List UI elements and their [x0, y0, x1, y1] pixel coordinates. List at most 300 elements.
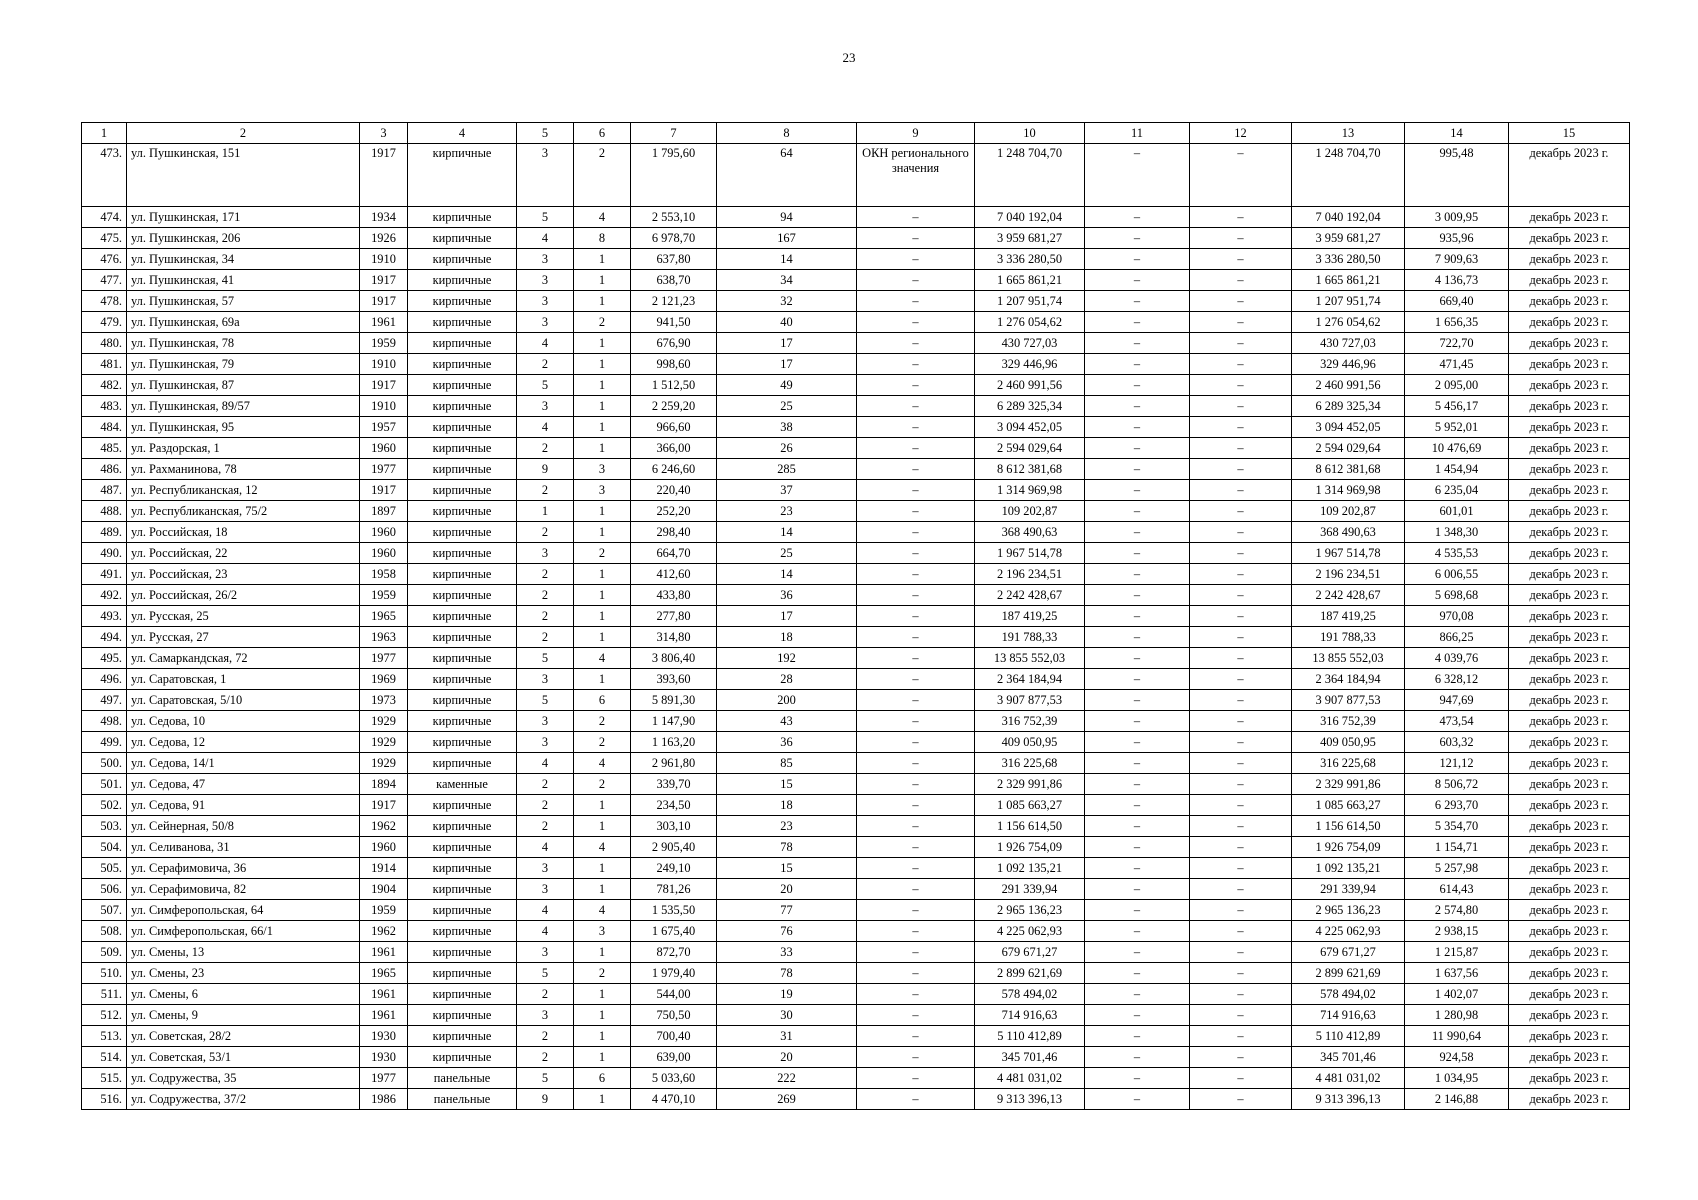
cell-fund-col-12: – [1190, 480, 1292, 501]
cell-cost-total: 8 612 381,68 [975, 459, 1085, 480]
cell-heritage-status: – [857, 732, 975, 753]
cell-heritage-status: – [857, 480, 975, 501]
cell-cost-owners: 187 419,25 [1292, 606, 1405, 627]
cell-fund-col-12: – [1190, 753, 1292, 774]
cell-row-number: 511. [82, 984, 127, 1005]
cell-floors: 3 [517, 396, 574, 417]
cell-residents: 37 [717, 480, 857, 501]
cell-residents: 20 [717, 1047, 857, 1068]
cell-address: ул. Советская, 53/1 [127, 1047, 360, 1068]
cell-area: 676,90 [631, 333, 717, 354]
cell-fund-col-12: – [1190, 459, 1292, 480]
cell-fund-col-12: – [1190, 690, 1292, 711]
cell-fund-col-12: – [1190, 144, 1292, 207]
cell-cost-owners: 6 289 325,34 [1292, 396, 1405, 417]
cell-row-number: 502. [82, 795, 127, 816]
cell-cost-total: 368 490,63 [975, 522, 1085, 543]
cell-cost-per-m2: 121,12 [1405, 753, 1509, 774]
housing-register-table [81, 122, 1630, 1110]
cell-heritage-status: – [857, 711, 975, 732]
cell-residents: 76 [717, 921, 857, 942]
cell-area: 2 259,20 [631, 396, 717, 417]
cell-wall-material: кирпичные [408, 438, 517, 459]
cell-year-built: 1959 [360, 900, 408, 921]
table-row [82, 816, 1630, 837]
cell-completion-date: декабрь 2023 г. [1509, 543, 1630, 564]
cell-address: ул. Российская, 18 [127, 522, 360, 543]
cell-fund-col-11: – [1085, 270, 1190, 291]
cell-residents: 15 [717, 774, 857, 795]
cell-fund-col-11: – [1085, 333, 1190, 354]
cell-cost-owners: 714 916,63 [1292, 1005, 1405, 1026]
cell-fund-col-11: – [1085, 228, 1190, 249]
cell-floors: 2 [517, 606, 574, 627]
cell-address: ул. Смены, 6 [127, 984, 360, 1005]
cell-entrances: 1 [574, 438, 631, 459]
cell-fund-col-12: – [1190, 564, 1292, 585]
cell-year-built: 1910 [360, 354, 408, 375]
cell-cost-owners: 2 196 234,51 [1292, 564, 1405, 585]
cell-row-number: 475. [82, 228, 127, 249]
cell-residents: 49 [717, 375, 857, 396]
cell-residents: 64 [717, 144, 857, 207]
cell-row-number: 504. [82, 837, 127, 858]
cell-cost-total: 1 967 514,78 [975, 543, 1085, 564]
cell-cost-per-m2: 866,25 [1405, 627, 1509, 648]
cell-cost-per-m2: 1 656,35 [1405, 312, 1509, 333]
cell-fund-col-11: – [1085, 207, 1190, 228]
cell-row-number: 480. [82, 333, 127, 354]
cell-heritage-status: – [857, 543, 975, 564]
table-row [82, 774, 1630, 795]
cell-cost-owners: 329 446,96 [1292, 354, 1405, 375]
cell-cost-owners: 8 612 381,68 [1292, 459, 1405, 480]
table-row [82, 459, 1630, 480]
cell-heritage-status: – [857, 1068, 975, 1089]
cell-floors: 4 [517, 900, 574, 921]
cell-heritage-status: – [857, 1005, 975, 1026]
cell-cost-owners: 291 339,94 [1292, 879, 1405, 900]
cell-year-built: 1977 [360, 1068, 408, 1089]
cell-entrances: 2 [574, 543, 631, 564]
cell-area: 5 891,30 [631, 690, 717, 711]
cell-cost-per-m2: 5 257,98 [1405, 858, 1509, 879]
table-row [82, 564, 1630, 585]
cell-floors: 5 [517, 690, 574, 711]
cell-floors: 1 [517, 501, 574, 522]
cell-address: ул. Симферопольская, 64 [127, 900, 360, 921]
cell-fund-col-11: – [1085, 249, 1190, 270]
cell-heritage-status: – [857, 207, 975, 228]
cell-area: 638,70 [631, 270, 717, 291]
cell-floors: 5 [517, 648, 574, 669]
cell-completion-date: декабрь 2023 г. [1509, 522, 1630, 543]
cell-fund-col-12: – [1190, 984, 1292, 1005]
cell-cost-total: 1 207 951,74 [975, 291, 1085, 312]
cell-floors: 2 [517, 1026, 574, 1047]
cell-year-built: 1969 [360, 669, 408, 690]
cell-completion-date: декабрь 2023 г. [1509, 1047, 1630, 1068]
cell-row-number: 494. [82, 627, 127, 648]
cell-cost-owners: 1 085 663,27 [1292, 795, 1405, 816]
table-row [82, 858, 1630, 879]
cell-heritage-status: – [857, 900, 975, 921]
cell-address: ул. Саратовская, 5/10 [127, 690, 360, 711]
cell-heritage-status: – [857, 774, 975, 795]
cell-residents: 85 [717, 753, 857, 774]
cell-wall-material: кирпичные [408, 480, 517, 501]
cell-cost-per-m2: 2 938,15 [1405, 921, 1509, 942]
cell-year-built: 1961 [360, 312, 408, 333]
cell-fund-col-12: – [1190, 942, 1292, 963]
cell-fund-col-11: – [1085, 543, 1190, 564]
cell-cost-per-m2: 5 952,01 [1405, 417, 1509, 438]
cell-address: ул. Российская, 23 [127, 564, 360, 585]
table-row [82, 354, 1630, 375]
cell-entrances: 1 [574, 984, 631, 1005]
cell-year-built: 1962 [360, 921, 408, 942]
cell-wall-material: кирпичные [408, 858, 517, 879]
cell-entrances: 8 [574, 228, 631, 249]
cell-fund-col-11: – [1085, 522, 1190, 543]
cell-cost-owners: 430 727,03 [1292, 333, 1405, 354]
cell-floors: 4 [517, 417, 574, 438]
cell-cost-owners: 578 494,02 [1292, 984, 1405, 1005]
cell-completion-date: декабрь 2023 г. [1509, 1026, 1630, 1047]
cell-completion-date: декабрь 2023 г. [1509, 312, 1630, 333]
cell-completion-date: декабрь 2023 г. [1509, 564, 1630, 585]
cell-fund-col-11: – [1085, 963, 1190, 984]
cell-floors: 3 [517, 942, 574, 963]
cell-year-built: 1960 [360, 837, 408, 858]
cell-cost-per-m2: 6 293,70 [1405, 795, 1509, 816]
cell-wall-material: кирпичные [408, 459, 517, 480]
cell-row-number: 513. [82, 1026, 127, 1047]
cell-entrances: 1 [574, 291, 631, 312]
cell-wall-material: кирпичные [408, 207, 517, 228]
cell-area: 249,10 [631, 858, 717, 879]
cell-heritage-status: – [857, 1089, 975, 1110]
cell-cost-owners: 9 313 396,13 [1292, 1089, 1405, 1110]
cell-residents: 36 [717, 585, 857, 606]
cell-fund-col-11: – [1085, 984, 1190, 1005]
cell-address: ул. Российская, 22 [127, 543, 360, 564]
cell-residents: 15 [717, 858, 857, 879]
cell-cost-per-m2: 4 136,73 [1405, 270, 1509, 291]
cell-area: 872,70 [631, 942, 717, 963]
cell-wall-material: кирпичные [408, 900, 517, 921]
cell-fund-col-12: – [1190, 900, 1292, 921]
table-row [82, 984, 1630, 1005]
cell-area: 2 121,23 [631, 291, 717, 312]
cell-floors: 4 [517, 921, 574, 942]
cell-cost-total: 3 959 681,27 [975, 228, 1085, 249]
cell-address: ул. Селиванова, 31 [127, 837, 360, 858]
cell-fund-col-11: – [1085, 1026, 1190, 1047]
cell-completion-date: декабрь 2023 г. [1509, 837, 1630, 858]
cell-heritage-status: – [857, 753, 975, 774]
cell-completion-date: декабрь 2023 г. [1509, 354, 1630, 375]
cell-fund-col-12: – [1190, 1047, 1292, 1068]
cell-residents: 14 [717, 522, 857, 543]
cell-wall-material: кирпичные [408, 354, 517, 375]
cell-floors: 9 [517, 1089, 574, 1110]
cell-row-number: 496. [82, 669, 127, 690]
table-row [82, 585, 1630, 606]
table-row [82, 669, 1630, 690]
table-row [82, 270, 1630, 291]
cell-floors: 2 [517, 795, 574, 816]
cell-cost-total: 2 364 184,94 [975, 669, 1085, 690]
cell-completion-date: декабрь 2023 г. [1509, 1068, 1630, 1089]
cell-cost-owners: 5 110 412,89 [1292, 1026, 1405, 1047]
table-row [82, 291, 1630, 312]
cell-wall-material: кирпичные [408, 291, 517, 312]
cell-floors: 2 [517, 774, 574, 795]
cell-cost-owners: 2 329 991,86 [1292, 774, 1405, 795]
cell-residents: 285 [717, 459, 857, 480]
cell-cost-total: 1 314 969,98 [975, 480, 1085, 501]
cell-entrances: 1 [574, 669, 631, 690]
cell-fund-col-12: – [1190, 375, 1292, 396]
cell-completion-date: декабрь 2023 г. [1509, 1089, 1630, 1110]
cell-cost-owners: 2 242 428,67 [1292, 585, 1405, 606]
cell-row-number: 503. [82, 816, 127, 837]
cell-fund-col-11: – [1085, 669, 1190, 690]
cell-fund-col-11: – [1085, 816, 1190, 837]
cell-fund-col-11: – [1085, 774, 1190, 795]
cell-row-number: 492. [82, 585, 127, 606]
cell-floors: 3 [517, 858, 574, 879]
cell-wall-material: кирпичные [408, 564, 517, 585]
table-row [82, 606, 1630, 627]
cell-row-number: 486. [82, 459, 127, 480]
cell-row-number: 501. [82, 774, 127, 795]
cell-floors: 2 [517, 438, 574, 459]
cell-cost-owners: 2 899 621,69 [1292, 963, 1405, 984]
cell-fund-col-11: – [1085, 879, 1190, 900]
cell-heritage-status: – [857, 228, 975, 249]
cell-heritage-status: – [857, 438, 975, 459]
cell-completion-date: декабрь 2023 г. [1509, 690, 1630, 711]
cell-fund-col-11: – [1085, 1068, 1190, 1089]
cell-fund-col-11: – [1085, 606, 1190, 627]
cell-fund-col-12: – [1190, 522, 1292, 543]
cell-cost-total: 9 313 396,13 [975, 1089, 1085, 1110]
cell-cost-per-m2: 471,45 [1405, 354, 1509, 375]
cell-completion-date: декабрь 2023 г. [1509, 375, 1630, 396]
cell-entrances: 2 [574, 711, 631, 732]
cell-entrances: 4 [574, 900, 631, 921]
cell-cost-per-m2: 1 454,94 [1405, 459, 1509, 480]
cell-cost-owners: 3 336 280,50 [1292, 249, 1405, 270]
cell-entrances: 1 [574, 522, 631, 543]
column-header: 1 [82, 123, 127, 144]
cell-row-number: 487. [82, 480, 127, 501]
cell-completion-date: декабрь 2023 г. [1509, 459, 1630, 480]
cell-fund-col-12: – [1190, 732, 1292, 753]
cell-residents: 94 [717, 207, 857, 228]
cell-entrances: 6 [574, 690, 631, 711]
cell-wall-material: кирпичные [408, 711, 517, 732]
cell-cost-owners: 1 156 614,50 [1292, 816, 1405, 837]
cell-fund-col-12: – [1190, 312, 1292, 333]
cell-row-number: 477. [82, 270, 127, 291]
cell-cost-total: 578 494,02 [975, 984, 1085, 1005]
table-row [82, 522, 1630, 543]
cell-wall-material: кирпичные [408, 375, 517, 396]
cell-entrances: 4 [574, 207, 631, 228]
cell-row-number: 491. [82, 564, 127, 585]
cell-row-number: 479. [82, 312, 127, 333]
cell-entrances: 1 [574, 879, 631, 900]
cell-heritage-status: – [857, 354, 975, 375]
cell-heritage-status: – [857, 501, 975, 522]
cell-cost-per-m2: 1 637,56 [1405, 963, 1509, 984]
cell-year-built: 1977 [360, 459, 408, 480]
cell-cost-owners: 679 671,27 [1292, 942, 1405, 963]
cell-entrances: 1 [574, 795, 631, 816]
cell-heritage-status: – [857, 669, 975, 690]
cell-row-number: 498. [82, 711, 127, 732]
cell-year-built: 1897 [360, 501, 408, 522]
cell-year-built: 1929 [360, 711, 408, 732]
cell-year-built: 1917 [360, 375, 408, 396]
cell-fund-col-11: – [1085, 1005, 1190, 1026]
cell-fund-col-12: – [1190, 711, 1292, 732]
cell-address: ул. Серафимовича, 36 [127, 858, 360, 879]
cell-completion-date: декабрь 2023 г. [1509, 417, 1630, 438]
cell-cost-total: 1 665 861,21 [975, 270, 1085, 291]
cell-entrances: 4 [574, 753, 631, 774]
cell-completion-date: декабрь 2023 г. [1509, 942, 1630, 963]
cell-completion-date: декабрь 2023 г. [1509, 627, 1630, 648]
cell-cost-owners: 3 907 877,53 [1292, 690, 1405, 711]
cell-area: 4 470,10 [631, 1089, 717, 1110]
cell-fund-col-12: – [1190, 333, 1292, 354]
cell-cost-per-m2: 669,40 [1405, 291, 1509, 312]
cell-floors: 3 [517, 543, 574, 564]
cell-area: 1 512,50 [631, 375, 717, 396]
cell-area: 781,26 [631, 879, 717, 900]
cell-year-built: 1961 [360, 942, 408, 963]
cell-wall-material: кирпичные [408, 837, 517, 858]
cell-cost-total: 1 276 054,62 [975, 312, 1085, 333]
cell-area: 1 795,60 [631, 144, 717, 207]
cell-floors: 3 [517, 669, 574, 690]
cell-floors: 5 [517, 1068, 574, 1089]
cell-year-built: 1917 [360, 480, 408, 501]
cell-floors: 3 [517, 270, 574, 291]
cell-area: 339,70 [631, 774, 717, 795]
cell-cost-total: 2 594 029,64 [975, 438, 1085, 459]
cell-wall-material: кирпичные [408, 669, 517, 690]
table-row [82, 648, 1630, 669]
cell-row-number: 488. [82, 501, 127, 522]
cell-cost-total: 430 727,03 [975, 333, 1085, 354]
cell-cost-total: 7 040 192,04 [975, 207, 1085, 228]
cell-heritage-status: – [857, 837, 975, 858]
table-row [82, 732, 1630, 753]
cell-completion-date: декабрь 2023 г. [1509, 207, 1630, 228]
cell-entrances: 1 [574, 375, 631, 396]
cell-wall-material: кирпичные [408, 1026, 517, 1047]
housing-register-table-container [81, 122, 1630, 1110]
cell-completion-date: декабрь 2023 г. [1509, 921, 1630, 942]
cell-fund-col-12: – [1190, 354, 1292, 375]
cell-cost-per-m2: 7 909,63 [1405, 249, 1509, 270]
cell-residents: 19 [717, 984, 857, 1005]
cell-cost-per-m2: 970,08 [1405, 606, 1509, 627]
cell-entrances: 1 [574, 249, 631, 270]
cell-completion-date: декабрь 2023 г. [1509, 270, 1630, 291]
column-header: 14 [1405, 123, 1509, 144]
cell-fund-col-11: – [1085, 144, 1190, 207]
cell-completion-date: декабрь 2023 г. [1509, 753, 1630, 774]
cell-year-built: 1917 [360, 795, 408, 816]
cell-row-number: 509. [82, 942, 127, 963]
cell-cost-per-m2: 473,54 [1405, 711, 1509, 732]
column-header: 7 [631, 123, 717, 144]
column-header: 2 [127, 123, 360, 144]
cell-cost-total: 291 339,94 [975, 879, 1085, 900]
cell-year-built: 1973 [360, 690, 408, 711]
cell-residents: 222 [717, 1068, 857, 1089]
cell-entrances: 1 [574, 1047, 631, 1068]
cell-area: 303,10 [631, 816, 717, 837]
table-row [82, 396, 1630, 417]
cell-cost-owners: 1 967 514,78 [1292, 543, 1405, 564]
cell-cost-total: 1 156 614,50 [975, 816, 1085, 837]
table-row [82, 1026, 1630, 1047]
cell-fund-col-11: – [1085, 837, 1190, 858]
cell-cost-total: 4 481 031,02 [975, 1068, 1085, 1089]
table-row [82, 1068, 1630, 1089]
cell-entrances: 1 [574, 1005, 631, 1026]
column-header: 6 [574, 123, 631, 144]
cell-address: ул. Пушкинская, 171 [127, 207, 360, 228]
cell-fund-col-11: – [1085, 753, 1190, 774]
cell-cost-owners: 316 225,68 [1292, 753, 1405, 774]
cell-residents: 18 [717, 795, 857, 816]
table-row [82, 837, 1630, 858]
cell-area: 2 961,80 [631, 753, 717, 774]
cell-cost-total: 2 899 621,69 [975, 963, 1085, 984]
cell-residents: 17 [717, 606, 857, 627]
cell-entrances: 1 [574, 354, 631, 375]
table-row [82, 921, 1630, 942]
column-header: 9 [857, 123, 975, 144]
cell-cost-total: 6 289 325,34 [975, 396, 1085, 417]
cell-completion-date: декабрь 2023 г. [1509, 816, 1630, 837]
cell-cost-total: 1 085 663,27 [975, 795, 1085, 816]
cell-completion-date: декабрь 2023 г. [1509, 858, 1630, 879]
cell-fund-col-12: – [1190, 648, 1292, 669]
table-row [82, 207, 1630, 228]
cell-row-number: 485. [82, 438, 127, 459]
cell-row-number: 476. [82, 249, 127, 270]
cell-fund-col-12: – [1190, 816, 1292, 837]
cell-area: 1 535,50 [631, 900, 717, 921]
cell-area: 664,70 [631, 543, 717, 564]
cell-year-built: 1962 [360, 816, 408, 837]
cell-year-built: 1917 [360, 270, 408, 291]
cell-cost-owners: 191 788,33 [1292, 627, 1405, 648]
cell-year-built: 1961 [360, 984, 408, 1005]
cell-area: 941,50 [631, 312, 717, 333]
cell-wall-material: кирпичные [408, 333, 517, 354]
cell-cost-per-m2: 6 328,12 [1405, 669, 1509, 690]
